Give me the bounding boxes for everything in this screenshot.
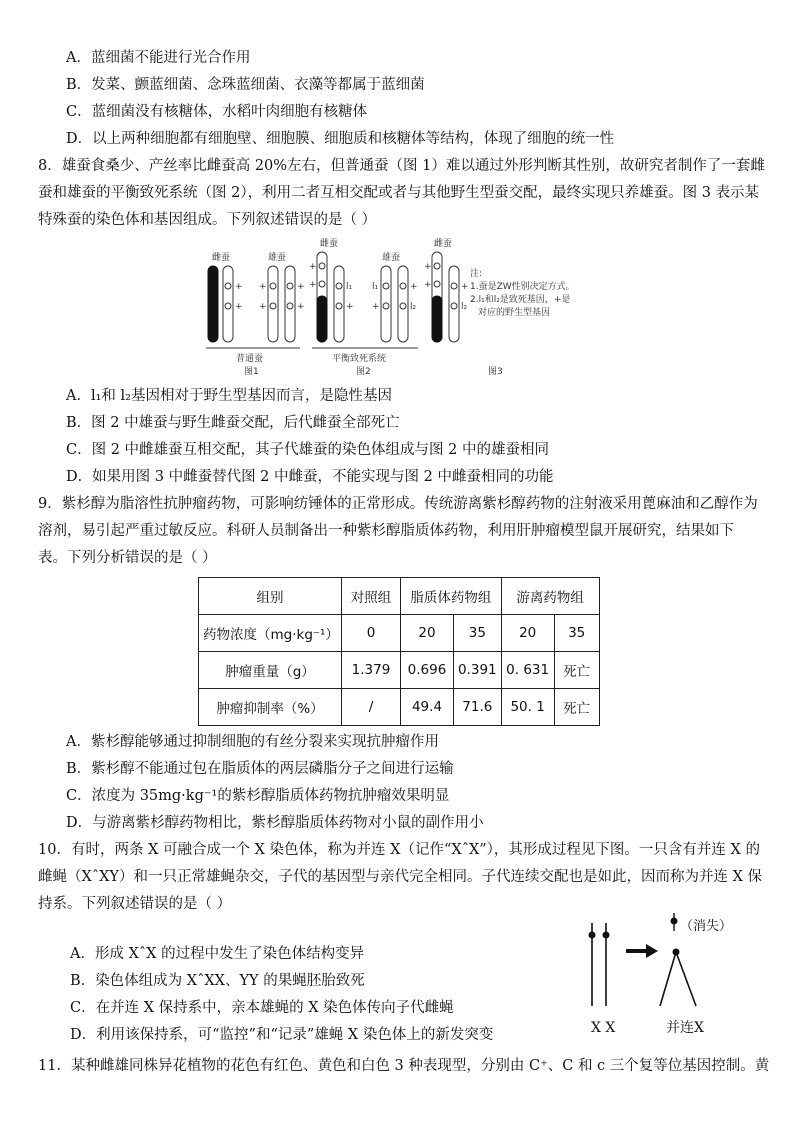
silkworm-chromosome-figure bbox=[200, 236, 600, 386]
plus-label: + bbox=[424, 280, 432, 290]
attached-x-arm bbox=[676, 952, 696, 1006]
row-label: 肿瘤重量（g） bbox=[199, 652, 342, 689]
header-cell: 组别 bbox=[199, 578, 342, 615]
q10-stem-line1: 10．有时，两条 X 可融合成一个 X 染色体，称为并连 X（记作“XˆX”），其形成过程见下图。一只含有并连 X 的 bbox=[38, 842, 760, 858]
centromere bbox=[673, 949, 680, 956]
fig3-female-label: 雌蚕 bbox=[434, 239, 453, 249]
plus-label: + bbox=[259, 302, 267, 312]
centromere bbox=[603, 932, 610, 939]
z-chromosome bbox=[223, 266, 233, 342]
table-header-row bbox=[199, 578, 600, 615]
w-chromosome bbox=[208, 266, 218, 342]
plus-label: + bbox=[461, 282, 469, 292]
plus-label: + bbox=[259, 282, 267, 292]
plus-label: + bbox=[346, 302, 354, 312]
header-cell: 对照组 bbox=[342, 578, 401, 615]
q9-stem-line2: 溶剂，易引起严重过敏反应。科研人员制备出一种紫杉醇脂质体药物，利用肝肿瘤模型鼠开展研究，结果如下 bbox=[38, 523, 734, 539]
table-cell: 20 bbox=[401, 615, 454, 652]
q7-option-a: A．蓝细菌不能进行光合作用 bbox=[66, 50, 251, 66]
z-chromosome bbox=[268, 266, 278, 342]
attached-x-arm bbox=[660, 952, 676, 1006]
z-chromosome bbox=[285, 266, 295, 342]
z-chromosome bbox=[381, 266, 391, 342]
header-cell: 游离药物组 bbox=[501, 578, 599, 615]
z-chromosome bbox=[334, 266, 344, 342]
q11-stem-line1: 11．某种雌雄同株异花植物的花色有红色、黄色和白色 3 种表现型，分别由 C⁺、C 和 c 三个复等位基因控制。黄 bbox=[38, 1058, 770, 1074]
table-cell: / bbox=[342, 689, 401, 726]
table-row bbox=[199, 615, 600, 652]
q10-stem-line3: 持系。下列叙述错误的是（ ） bbox=[38, 896, 232, 912]
l2-label: l₂ bbox=[410, 302, 417, 312]
xx-label: X X bbox=[591, 1020, 616, 1036]
z-chromosome bbox=[398, 266, 408, 342]
table-cell: 死亡 bbox=[554, 652, 599, 689]
header-cell: 脂质体药物组 bbox=[401, 578, 502, 615]
q9-option-c: C．浓度为 35mg·kg⁻¹的紫杉醇脂质体药物抗肿瘤效果明显 bbox=[66, 788, 450, 804]
fig1-female-label: 雌蚕 bbox=[212, 253, 231, 263]
table-cell: 0.696 bbox=[401, 652, 454, 689]
table-cell: 35 bbox=[554, 615, 599, 652]
plus-label: + bbox=[372, 302, 380, 312]
q7-option-b: B．发菜、颤蓝细菌、念珠蓝细菌、衣藻等都属于蓝细菌 bbox=[66, 77, 425, 93]
caption-normal: 普通蚕 bbox=[236, 354, 264, 364]
results-table bbox=[198, 577, 600, 726]
table-cell: 49.4 bbox=[401, 689, 454, 726]
row-label: 肿瘤抑制率（%） bbox=[199, 689, 342, 726]
table-row bbox=[199, 689, 600, 726]
fig3-label: 图3 bbox=[488, 367, 503, 377]
caption-balanced: 平衡致死系统 bbox=[332, 354, 387, 364]
q10-option-b: B．染色体组成为 XˆXX、YY 的果蝇胚胎致死 bbox=[70, 973, 365, 989]
note-line3: 对应的野生型基因 bbox=[478, 308, 551, 318]
l1-label: l₁ bbox=[346, 282, 353, 292]
q10-option-d: D．利用该保持系，可“监控”和“记录”雄蝇 X 染色体上的新发突变 bbox=[70, 1027, 494, 1043]
plus-label: + bbox=[297, 302, 305, 312]
q8-option-b: B．图 2 中雄蚕与野生雌蚕交配，后代雌蚕全部死亡 bbox=[66, 415, 400, 431]
plus-label: + bbox=[235, 282, 243, 292]
table-cell: 0.391 bbox=[454, 652, 502, 689]
table-cell: 0. 631 bbox=[501, 652, 554, 689]
plus-label: + bbox=[309, 280, 317, 290]
fig2-label: 图2 bbox=[356, 367, 371, 377]
arrow-icon bbox=[626, 944, 658, 958]
q10-option-c: C．在并连 X 保持系中，亲本雄蝇的 X 染色体传向子代雌蝇 bbox=[70, 1000, 454, 1016]
w-chromosome-segment bbox=[432, 296, 442, 342]
q7-option-c: C．蓝细菌没有核糖体，水稻叶肉细胞有核糖体 bbox=[66, 104, 368, 120]
q10-option-a: A．形成 XˆX 的过程中发生了染色体结构变异 bbox=[70, 946, 365, 962]
q9-option-b: B．紫杉醇不能通过包在脂质体的两层磷脂分子之间进行运输 bbox=[66, 761, 454, 777]
attached-x-figure bbox=[570, 908, 760, 1040]
plus-label: + bbox=[424, 262, 432, 272]
q9-stem-line1: 9．紫杉醇为脂溶性抗肿瘤药物，可影响纺锤体的正常形成。传统游离紫杉醇药物的注射液采用蓖麻油和乙醇作为 bbox=[38, 496, 758, 512]
q8-stem-line2: 蚕和雄蚕的平衡致死系统（图 2），利用二者互相交配或者与其他野生型蚕交配，最终实现只养雄蚕。图 3 表示某 bbox=[38, 185, 760, 201]
table-cell: 1.379 bbox=[342, 652, 401, 689]
lost-label: （消失） bbox=[680, 919, 733, 934]
table-cell: 20 bbox=[501, 615, 554, 652]
q7-option-d: D．以上两种细胞都有细胞壁、细胞膜、细胞质和核糖体等结构，体现了细胞的统一性 bbox=[66, 131, 615, 147]
note-line1: 1.蚕是ZW性别决定方式。 bbox=[470, 282, 575, 292]
plus-label: + bbox=[410, 282, 418, 292]
q8-option-c: C．图 2 中雌雄蚕互相交配，其子代雄蚕的染色体组成与图 2 中的雄蚕相同 bbox=[66, 442, 549, 458]
q8-option-d: D．如果用图 3 中雌蚕替代图 2 中雌蚕，不能实现与图 2 中雌蚕相同的功能 bbox=[66, 469, 554, 485]
table-cell: 50. 1 bbox=[501, 689, 554, 726]
plus-label: + bbox=[309, 262, 317, 272]
plus-label: + bbox=[297, 282, 305, 292]
fig1-male-label: 雄蚕 bbox=[268, 253, 287, 263]
table-cell: 死亡 bbox=[554, 689, 599, 726]
table-row bbox=[199, 652, 600, 689]
q8-option-a: A．l₁和 l₂基因相对于野生型基因而言，是隐性基因 bbox=[66, 388, 392, 404]
q9-stem-line3: 表。下列分析错误的是（ ） bbox=[38, 550, 217, 566]
q8-stem-line1: 8．雄蚕食桑少、产丝率比雌蚕高 20%左右，但普通蚕（图 1）难以通过外形判断其性别，故研究者制作了一套雌 bbox=[38, 158, 765, 174]
q10-stem-line2: 雌蝇（XˆXY）和一只正常雄蝇杂交，子代的基因型与亲代完全相同。子代连续交配也是如此，因而称为并连 X 保 bbox=[38, 869, 763, 885]
q8-stem-line3: 特殊蚕的染色体和基因组成。下列叙述错误的是（ ） bbox=[38, 212, 377, 228]
note-title: 注: bbox=[470, 269, 483, 279]
q9-option-a: A．紫杉醇能够通过抑制细胞的有丝分裂来实现抗肿瘤作用 bbox=[66, 734, 439, 750]
l1-label: l₁ bbox=[372, 282, 379, 292]
q9-option-d: D．与游离紫杉醇药物相比，紫杉醇脂质体药物对小鼠的副作用小 bbox=[66, 815, 484, 831]
fig1-label: 图1 bbox=[244, 367, 259, 377]
centromere bbox=[589, 932, 596, 939]
table-cell: 71.6 bbox=[454, 689, 502, 726]
w-chromosome-segment bbox=[317, 296, 327, 342]
l2-label: l₂ bbox=[461, 302, 468, 312]
plus-label: + bbox=[235, 302, 243, 312]
table-cell: 35 bbox=[454, 615, 502, 652]
note-line2: 2.l₁和l₂是致死基因，+是 bbox=[470, 295, 571, 305]
table-cell: 0 bbox=[342, 615, 401, 652]
fig2-male-label: 雄蚕 bbox=[382, 253, 401, 263]
joined-x-label: 并连X bbox=[666, 1020, 704, 1036]
fig2-female-label: 雌蚕 bbox=[320, 239, 339, 249]
row-label: 药物浓度（mg·kg⁻¹） bbox=[199, 615, 342, 652]
z-chromosome bbox=[449, 266, 459, 342]
